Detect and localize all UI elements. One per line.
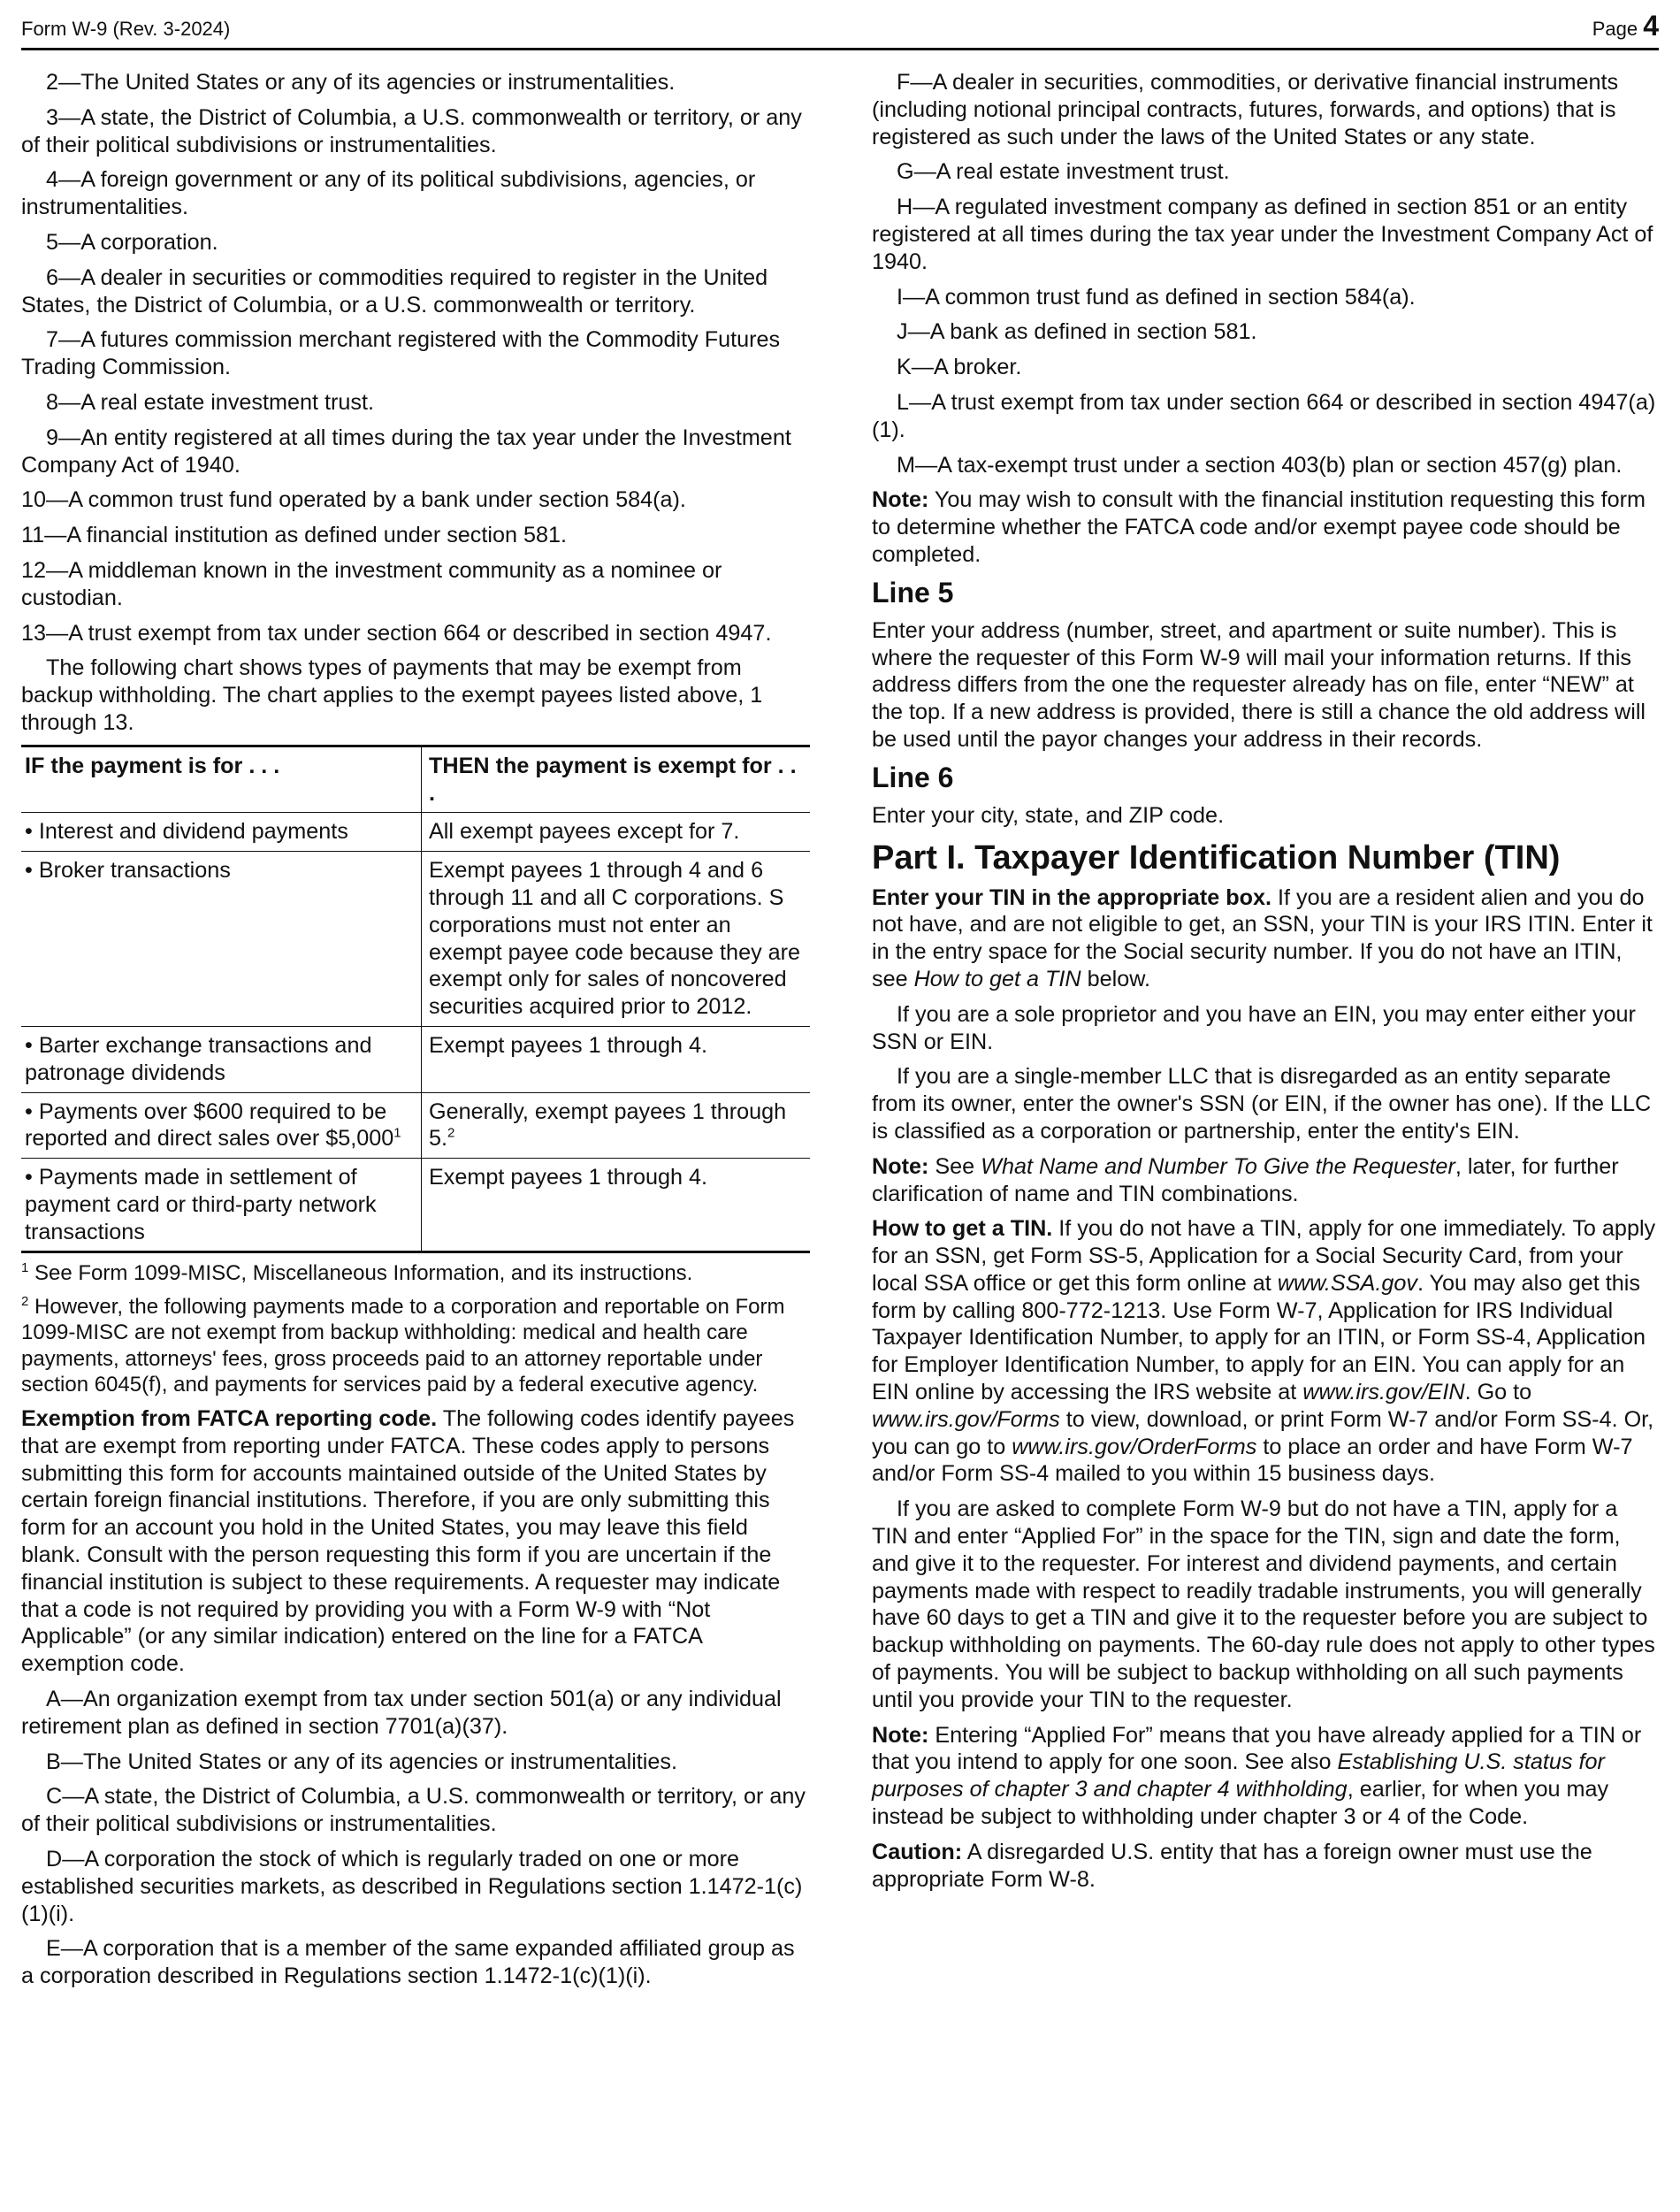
sole-proprietor-paragraph: If you are a sole proprietor and you have an EIN, you may enter either your SSN or EIN. [872, 1001, 1636, 1054]
fatca-code-a: A—An organization exempt from tax under section 501(a) or any individual retirement plan as defined in section 7701(a)(37). [21, 1686, 782, 1739]
irs-orderforms-link[interactable]: www.irs.gov/OrderForms [1012, 1434, 1257, 1459]
table-header-row [21, 746, 810, 813]
note-text: , earlier, for when you may instead be subject to withholding under chapter 3 or 4 of the Code. [872, 1777, 1609, 1830]
table-row [21, 1159, 810, 1252]
line6-text: Enter your city, state, and ZIP code. [872, 802, 1225, 828]
note-text: , later, for further clarification of name and TIN combinations. [872, 1153, 1619, 1206]
table-cell-then: Exempt payees 1 through 4 and 6 through 11 and all C corporations. S corporations must not enter an exempt payee code because they are exempt only for sales of noncovered securities acquired prior to 2012. [422, 852, 811, 1027]
table-cell-then: Exempt payees 1 through 4. [422, 1026, 811, 1092]
exempt-payee-3: 3—A state, the District of Columbia, a U.S. commonwealth or territory, or any of their political subdivisions or instrumentalities. [21, 104, 802, 157]
how-to-text: to place an order and have Form W-7 and/or Form SS-4 mailed to you within 15 business days. [872, 1434, 1633, 1487]
caution-text: A disregarded U.S. entity that has a foreign owner must use the appropriate Form W-8. [872, 1839, 1592, 1892]
table-cell-then: All exempt payees except for 7. [422, 813, 811, 852]
fatca-code-i: I—A common trust fund as defined in section 584(a). [897, 284, 1416, 310]
how-to-text: to view, download, or print Form W-7 and/or Form SS-4. Or, you can go to [872, 1406, 1654, 1459]
note-text: Entering “Applied For” means that you have already applied for a TIN or that you intend to apply for one soon. See also [872, 1722, 1642, 1775]
tin-heading: Enter your TIN in the appropriate box. [872, 884, 1272, 910]
exempt-payee-7: 7—A futures commission merchant registered with the Commodity Futures Trading Commission. [21, 327, 781, 380]
how-to-text: If you do not have a TIN, apply for one immediately. To apply for an SSN, get Form SS-5, Application for a Social Security Card, from your local SSA office or get this form online at [872, 1216, 1656, 1296]
footnote-1 [21, 1260, 810, 1287]
note-text: See [928, 1153, 981, 1179]
table-cell-if: • Payments made in settlement of payment card or third-party network transactions [21, 1159, 422, 1252]
exemption-table [21, 745, 810, 1254]
note-applied-for [872, 1722, 1659, 1831]
table-row [21, 813, 810, 852]
page-number: 4 [1643, 10, 1659, 42]
fatca-body: The following codes identify payees that are exempt from reporting under FATCA. These codes apply to persons submitting this form for accounts maintained outside of the United States by certain foreign financial institutions. Therefore, if you are only submitting this form for an account you hold in the United States, you may leave this field blank. Consult with the person requesting this form if you are uncertain if the financial institution is subject to these requirements. A requester may indicate that a code is not required by providing you with a Form W-9 with “Not Applicable” (or any similar indication) entered on the line for a FATCA exemption code. [21, 1405, 795, 1677]
table-row [21, 1092, 810, 1159]
note-ref: Establishing U.S. status for purposes of chapter 3 and chapter 4 withholding [872, 1749, 1605, 1803]
page-indicator [1592, 10, 1659, 42]
note-label: Note: [872, 1722, 929, 1748]
exempt-payee-8: 8—A real estate investment trust. [46, 389, 374, 415]
tin-paragraph [872, 884, 1659, 993]
llc-paragraph: If you are a single-member LLC that is disregarded as an entity separate from its owner, enter the owner's SSN (or EIN, if the owner has one). If the LLC is classified as a corporation or partnership, enter the entity's EIN. [872, 1064, 1652, 1144]
table-cell-if-text: • Payments over $600 required to be reported and direct sales over $5,000 [25, 1098, 394, 1152]
table-cell-if: • Interest and dividend payments [21, 813, 422, 852]
table-cell-if: • Broker transactions [21, 852, 422, 1027]
caution-paragraph [872, 1839, 1659, 1894]
fatca-code-e: E—A corporation that is a member of the same expanded affiliated group as a corporation described in Regulations section 1.1472-1(c)(1)(i). [21, 1936, 795, 1989]
irs-ein-link[interactable]: www.irs.gov/EIN [1302, 1380, 1465, 1405]
table-header-if: IF the payment is for . . . [21, 746, 422, 813]
irs-forms-link[interactable]: www.irs.gov/Forms [872, 1406, 1060, 1432]
exempt-payee-5: 5—A corporation. [46, 229, 218, 255]
fatca-code-k: K—A broker. [897, 355, 1022, 380]
exempt-payee-2: 2—The United States or any of its agencies or instrumentalities. [46, 70, 676, 95]
how-to-text: . Go to [1464, 1380, 1532, 1405]
note-fatca [872, 486, 1659, 568]
fatca-code-j: J—A bank as defined in section 581. [897, 319, 1257, 345]
fatca-code-h: H—A regulated investment company as defined in section 851 or an entity registered at all times during the tax year under the Investment Company Act of 1940. [872, 195, 1653, 274]
line5-text: Enter your address (number, street, and apartment or suite number). This is where the requester of this Form W-9 will mail your information returns. If this address differs from the one the requester already has on file, enter “NEW” at the top. If a new address is provided, there is still a chance the old address will be used until the payor changes your address in their records. [872, 617, 1646, 752]
caution-label: Caution: [872, 1839, 963, 1864]
exempt-payee-12: 12—A middleman known in the investment community as a nominee or custodian. [21, 557, 722, 610]
note-ref: What Name and Number To Give the Requester [981, 1153, 1455, 1179]
fatca-code-d: D—A corporation the stock of which is regularly traded on one or more established securities markets, as described in Regulations section 1.1472-1(c)(1)(i). [21, 1846, 803, 1926]
exempt-payee-10: 10—A common trust fund operated by a bank under section 584(a). [21, 487, 686, 513]
table-header-then: THEN the payment is exempt for . . . [422, 746, 811, 813]
fatca-code-b: B—The United States or any of its agencies or instrumentalities. [46, 1749, 677, 1774]
fatca-code-c: C—A state, the District of Columbia, a U.S. commonwealth or territory, or any of their political subdivisions or instrumentalities. [21, 1784, 806, 1837]
tin-link-ref: How to get a TIN [913, 966, 1081, 991]
footnote-number: 1 [21, 1260, 29, 1276]
left-column [21, 69, 810, 1998]
ssa-link[interactable]: www.SSA.gov [1277, 1270, 1417, 1296]
fatca-code-m: M—A tax-exempt trust under a section 403(b) plan or section 457(g) plan. [897, 452, 1623, 478]
exempt-payee-6: 6—A dealer in securities or commodities required to register in the United States, the District of Columbia, or a U.S. commonwealth or territory. [21, 264, 768, 318]
table-cell-if: • Barter exchange transactions and patronage dividends [21, 1026, 422, 1092]
line5-heading: Line 5 [872, 576, 954, 608]
how-to-get-tin [872, 1215, 1659, 1488]
footnote-text: However, the following payments made to a corporation and reportable on Form 1099-MISC are not exempt from backup withholding: medical and health care payments, attorneys' fees, gross proceeds paid to an attorney reportable under section 6045(f), and payments for services paid by a federal executive agency. [21, 1294, 785, 1397]
page-header [21, 9, 1659, 50]
exempt-payee-9: 9—An entity registered at all times during the tax year under the Investment Company Act of 1940. [21, 425, 791, 478]
how-to-text: . You may also get this form by calling 800-772-1213. Use Form W-7, Application for IRS Individual Taxpayer Identification Number, to apply for an ITIN, or Form SS-4, Application for Employer Identification Number, to apply for an EIN. You can apply for an EIN online by accessing the IRS website at [872, 1270, 1646, 1405]
note-name-number [872, 1153, 1659, 1208]
table-row [21, 852, 810, 1027]
how-to-heading: How to get a TIN. [872, 1216, 1053, 1242]
fatca-heading: Exemption from FATCA reporting code. [21, 1405, 438, 1431]
fatca-code-g: G—A real estate investment trust. [897, 159, 1230, 185]
footnote-ref: 2 [447, 1125, 455, 1141]
form-name: Form W-9 (Rev. 3-2024) [21, 18, 231, 40]
applied-for-paragraph: If you are asked to complete Form W-9 but do not have a TIN, apply for a TIN and enter “Applied For” in the space for the TIN, sign and date the form, and give it to the requester. For interest and dividend payments, and certain payments made with respect to readily tradable instruments, you will generally have 60 days to get a TIN and give it to the requester before you are subject to backup withholding on payments. The 60-day rule does not apply to other types of payments. You will be subject to backup withholding on all such payments until you provide your TIN to the requester. [872, 1496, 1655, 1712]
table-cell-then-text: Generally, exempt payees 1 through 5. [429, 1098, 787, 1152]
chart-intro: The following chart shows types of payments that may be exempt from backup withholding. The chart applies to the exempt payees listed above, 1 through 13. [21, 655, 763, 735]
exempt-payee-4: 4—A foreign government or any of its political subdivisions, agencies, or instrumentalities. [21, 167, 756, 220]
exempt-payee-13: 13—A trust exempt from tax under section 664 or described in section 4947. [21, 620, 772, 646]
footnote-2 [21, 1294, 810, 1398]
fatca-paragraph [21, 1405, 810, 1678]
note-text: You may wish to consult with the financial institution requesting this form to determine whether the FATCA code and/or exempt payee code should be completed. [872, 487, 1646, 567]
table-cell-then: Exempt payees 1 through 4. [422, 1159, 811, 1252]
exempt-payee-11: 11—A financial institution as defined under section 581. [21, 523, 568, 548]
footnote-ref: 1 [393, 1125, 401, 1141]
page-label: Page [1592, 18, 1638, 40]
table-cell-then [422, 1092, 811, 1159]
line6-heading: Line 6 [872, 761, 954, 793]
fatca-code-f: F—A dealer in securities, commodities, or derivative financial instruments (including notional principal contracts, futures, forwards, and options) that is registered as such under the laws of the United States or any state. [872, 70, 1619, 149]
tin-end: below. [1081, 966, 1151, 991]
footnote-text: See Form 1099-MISC, Miscellaneous Information, and its instructions. [34, 1261, 693, 1286]
part1-heading: Part I. Taxpayer Identification Number (TIN) [872, 838, 1561, 876]
table-cell-if [21, 1092, 422, 1159]
right-column [872, 69, 1659, 1901]
tin-body: If you are a resident alien and you do not have, and are not eligible to get, an SSN, your TIN is your IRS ITIN. Enter it in the entry space for the Social security number. If you do not have an ITIN, see [872, 884, 1653, 991]
footnote-number: 2 [21, 1293, 29, 1309]
note-label: Note: [872, 1153, 929, 1179]
note-label: Note: [872, 487, 929, 513]
table-row [21, 1026, 810, 1092]
fatca-code-l: L—A trust exempt from tax under section 664 or described in section 4947(a)(1). [872, 389, 1656, 442]
